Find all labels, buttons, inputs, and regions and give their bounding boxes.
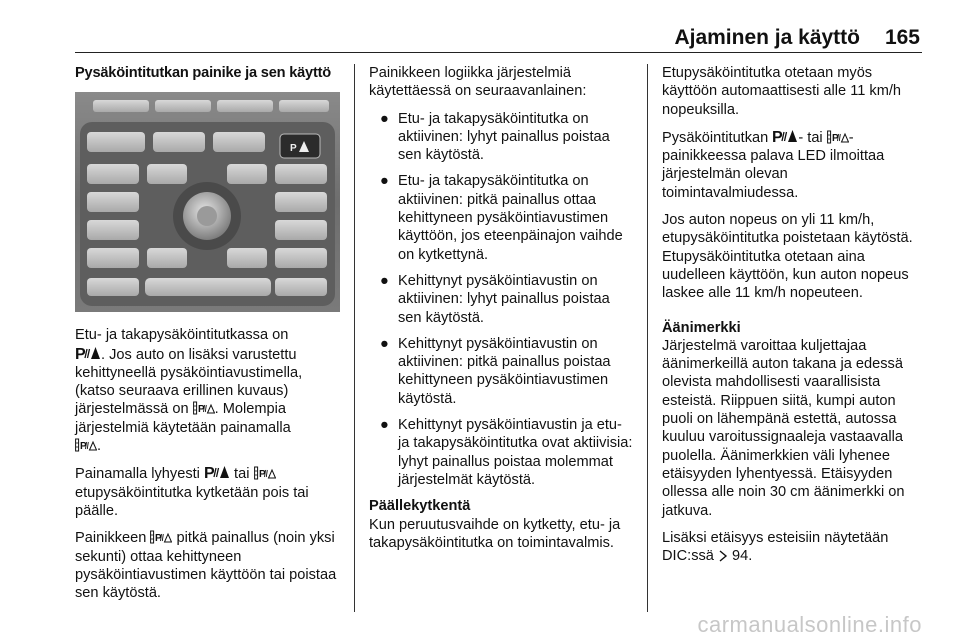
page-header xyxy=(0,22,960,52)
paragraph: Lisäksi etäisyys esteisiin näytetään DIC:ssä 94. xyxy=(662,529,889,565)
bullet-icon: ● xyxy=(380,110,389,127)
park-pilot-icon xyxy=(772,128,798,144)
page-reference-icon xyxy=(718,550,728,562)
list-item: ● Kehittynyt pysäköintiavustin on aktiivinen: pitkä painallus poistaa kehittyneen pysäköintiavustimen käytöstä. xyxy=(380,335,611,407)
advanced-park-assist-icon xyxy=(193,401,215,415)
advanced-park-assist-icon xyxy=(75,438,97,452)
paragraph: Pysäköintitutkan - tai -painikkeessa palava LED ilmoittaa järjestelmän olevan toimintavalmiudessa. xyxy=(662,129,885,201)
paragraph: Etupysäköintitutka otetaan myös käyttöön automaattisesti alle 11 km/h nopeuksilla. xyxy=(662,65,902,118)
section-heading: Äänimerkki xyxy=(662,319,741,336)
page-title: Ajaminen ja käyttö xyxy=(674,26,860,49)
column-divider xyxy=(354,64,355,612)
column-3 xyxy=(662,64,926,574)
paragraph: Painikkeen pitkä painallus (noin yksi sekunti) ottaa kehittyneen pysäköintiavustimen käyttöön tai poistaa sen käytöstä. xyxy=(75,530,337,602)
bullet-icon: ● xyxy=(380,173,389,190)
page-number: 165 xyxy=(884,26,920,49)
paragraph: Painamalla lyhyesti tai etupysäköintitutka kytketään pois tai päälle. xyxy=(75,466,309,519)
column-1 xyxy=(75,64,340,611)
park-pilot-icon xyxy=(204,464,230,480)
header-rule xyxy=(75,52,922,53)
column-2 xyxy=(369,64,633,561)
bullet-icon: ● xyxy=(380,335,389,352)
column-divider xyxy=(647,64,648,612)
bullet-list xyxy=(369,110,633,490)
control-panel-photo xyxy=(75,92,340,312)
list-item: ● Etu- ja takapysäköintitutka on aktiivinen: lyhyt painallus poistaa sen käytöstä. xyxy=(380,110,610,164)
paragraph: Etu- ja takapysäköintitutkassa on . Jos auto on lisäksi varustettu kehittyneellä pysäköintiavustimella, (katso seuraava erillinen kuvaus) järjestelmässä on . Molempia järjestelmiä käytetään painamalla . xyxy=(75,327,303,455)
bullet-icon: ● xyxy=(380,417,389,434)
bullet-icon: ● xyxy=(380,272,389,289)
paragraph: Päällekytkentä Kun peruutusvaihde on kytketty, etu- ja takapysäköintitutka on toimintavalmis. xyxy=(369,497,633,552)
watermark: carmanualsonline.info xyxy=(697,612,922,637)
section-heading: Päällekytkentä xyxy=(369,498,471,515)
paragraph: Painikkeen logiikka järjestelmiä käytettäessä on seuraavanlainen: xyxy=(369,65,587,100)
park-pilot-icon xyxy=(75,345,101,361)
list-item: ● Etu- ja takapysäköintitutka on aktiivinen: pitkä painallus ottaa kehittyneen pysäköintiavustimen käyttöön, jos eteenpäinajon vaihde on kytkettynä. xyxy=(380,173,623,263)
page-reference-link[interactable]: 94. xyxy=(732,548,753,565)
paragraph: Jos auton nopeus on yli 11 km/h, etupysäköintitutka poistetaan käytöstä. Etupysäköintitutka otetaan aina uudelleen käyttöön, kun auton nopeus laskee alle 11 km/h nopeuteen. xyxy=(662,212,913,302)
list-item: ● Kehittynyt pysäköintiavustin on aktiivinen: lyhyt painallus poistaa sen käytöstä. xyxy=(380,272,610,326)
section-heading: Pysäköintitutkan painike ja sen käyttö xyxy=(75,65,331,81)
advanced-park-assist-icon xyxy=(827,130,849,144)
list-item: ● Kehittynyt pysäköintiavustin ja etu- ja takapysäköintitutka ovat aktiivisia: lyhyt painallus poistaa molemmat järjestelmät käytöstä. xyxy=(380,417,633,488)
advanced-park-assist-icon xyxy=(254,466,276,480)
advanced-park-assist-icon xyxy=(150,530,172,544)
paragraph: Äänimerkki Järjestelmä varoittaa kuljettajaa äänimerkeillä auton takana ja edessä olevista mahdollisesti vaarallisista esteistä. Riippuen siitä, kumpi auton puoli on lähempänä estettä, autossa kuuluu varoitussignaaleja vastaavalla puolella. Äänimerkkien väli lyhenee etäisyyden lyhentyessä. Etäisyyden ollessa alle noin 30 cm äänimerkki on jatkuva. xyxy=(662,319,926,520)
svg-text:P: P xyxy=(290,143,297,155)
